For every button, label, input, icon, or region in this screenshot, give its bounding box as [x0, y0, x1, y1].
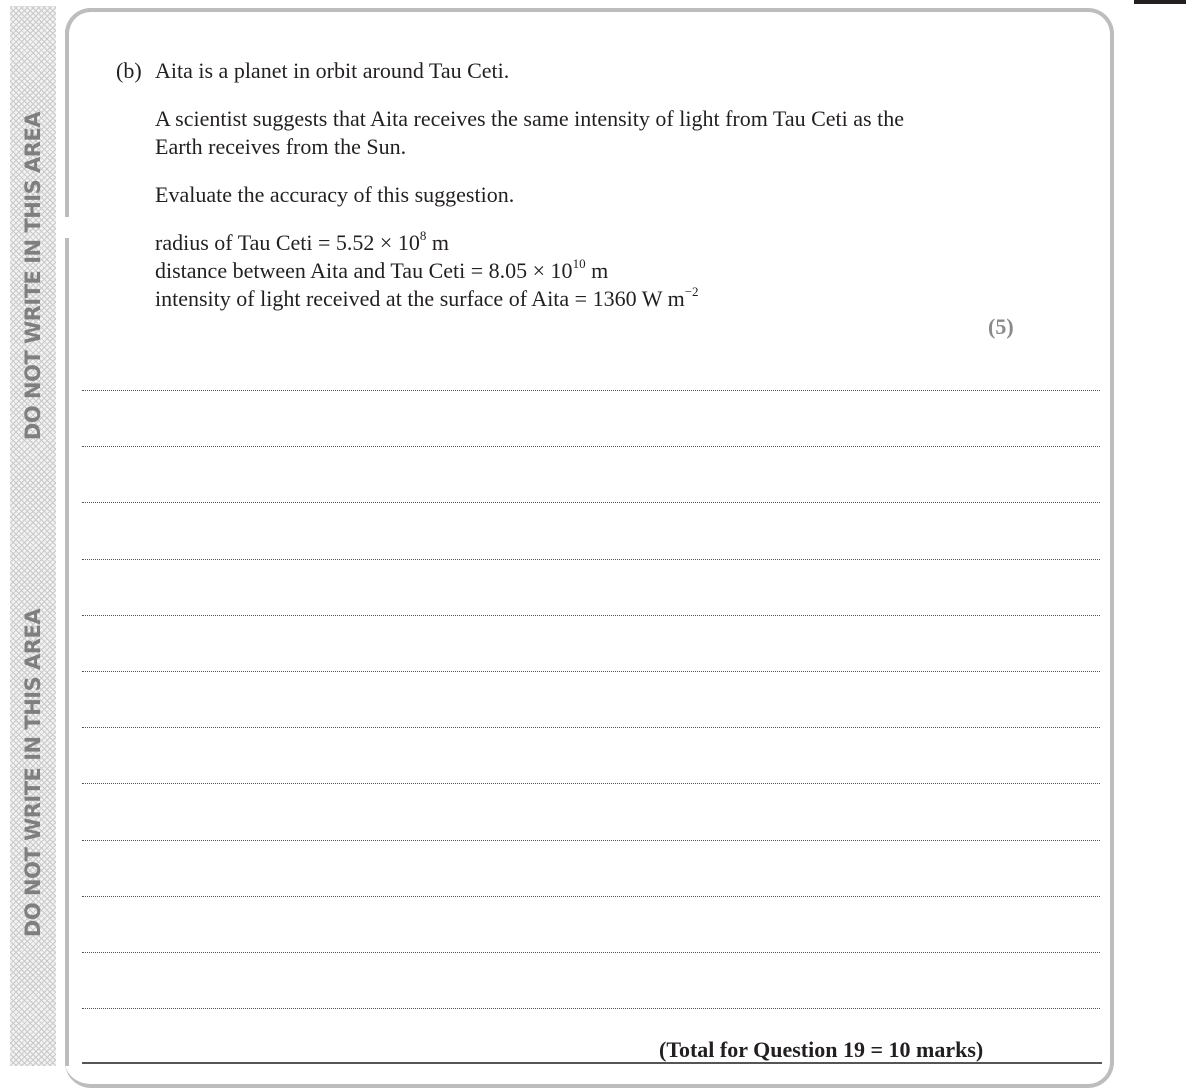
- data-line-unit: m: [426, 230, 449, 255]
- answer-line[interactable]: [82, 559, 1100, 560]
- question-part-label: (b): [116, 58, 142, 83]
- data-line-text: intensity of light received at the surface of Aita = 1360 W m: [155, 286, 685, 311]
- answer-line[interactable]: [82, 783, 1100, 784]
- answer-line[interactable]: [82, 615, 1100, 616]
- frame-left-border-lower: [65, 238, 69, 1066]
- answer-line[interactable]: [82, 390, 1100, 391]
- page-corner-mark: [1134, 0, 1186, 4]
- data-line-radius: [155, 229, 449, 257]
- data-line-exponent: 10: [572, 255, 586, 271]
- data-line-unit: m: [585, 258, 609, 283]
- answer-line[interactable]: [82, 896, 1100, 897]
- data-line-text: radius of Tau Ceti = 5.52 × 10: [155, 230, 420, 255]
- answer-line[interactable]: [82, 840, 1100, 841]
- data-line-intensity: [155, 285, 699, 313]
- answer-line[interactable]: [82, 446, 1100, 447]
- frame-left-border-upper: [65, 30, 69, 217]
- data-line-exponent: −2: [684, 283, 699, 299]
- marks-available: (5): [988, 314, 1014, 339]
- question-total: (Total for Question 19 = 10 marks): [659, 1037, 984, 1062]
- data-line-distance: [155, 257, 608, 285]
- answer-line[interactable]: [82, 671, 1100, 672]
- data-line-exponent: 8: [419, 227, 427, 243]
- question-instruction: Evaluate the accuracy of this suggestion.: [155, 182, 515, 207]
- answer-frame: [65, 8, 1114, 1088]
- question-paragraph-suggestion: A scientist suggests that Aita receives the same intensity of light from Tau Ceti as the Earth receives from the Sun.: [155, 106, 904, 159]
- margin-warning-lower: DO NOT WRITE IN THIS AREA: [21, 608, 45, 938]
- answer-line[interactable]: [82, 1008, 1100, 1009]
- answer-frame-corner: [65, 8, 95, 38]
- answer-line[interactable]: [82, 952, 1100, 953]
- answer-line[interactable]: [82, 502, 1100, 503]
- question-intro: Aita is a planet in orbit around Tau Ceti.: [155, 58, 510, 83]
- margin-warning-upper: DO NOT WRITE IN THIS AREA: [21, 111, 45, 441]
- data-line-text: distance between Aita and Tau Ceti = 8.05 × 10: [155, 258, 573, 283]
- total-underline: [82, 1062, 1102, 1064]
- answer-line[interactable]: [82, 727, 1100, 728]
